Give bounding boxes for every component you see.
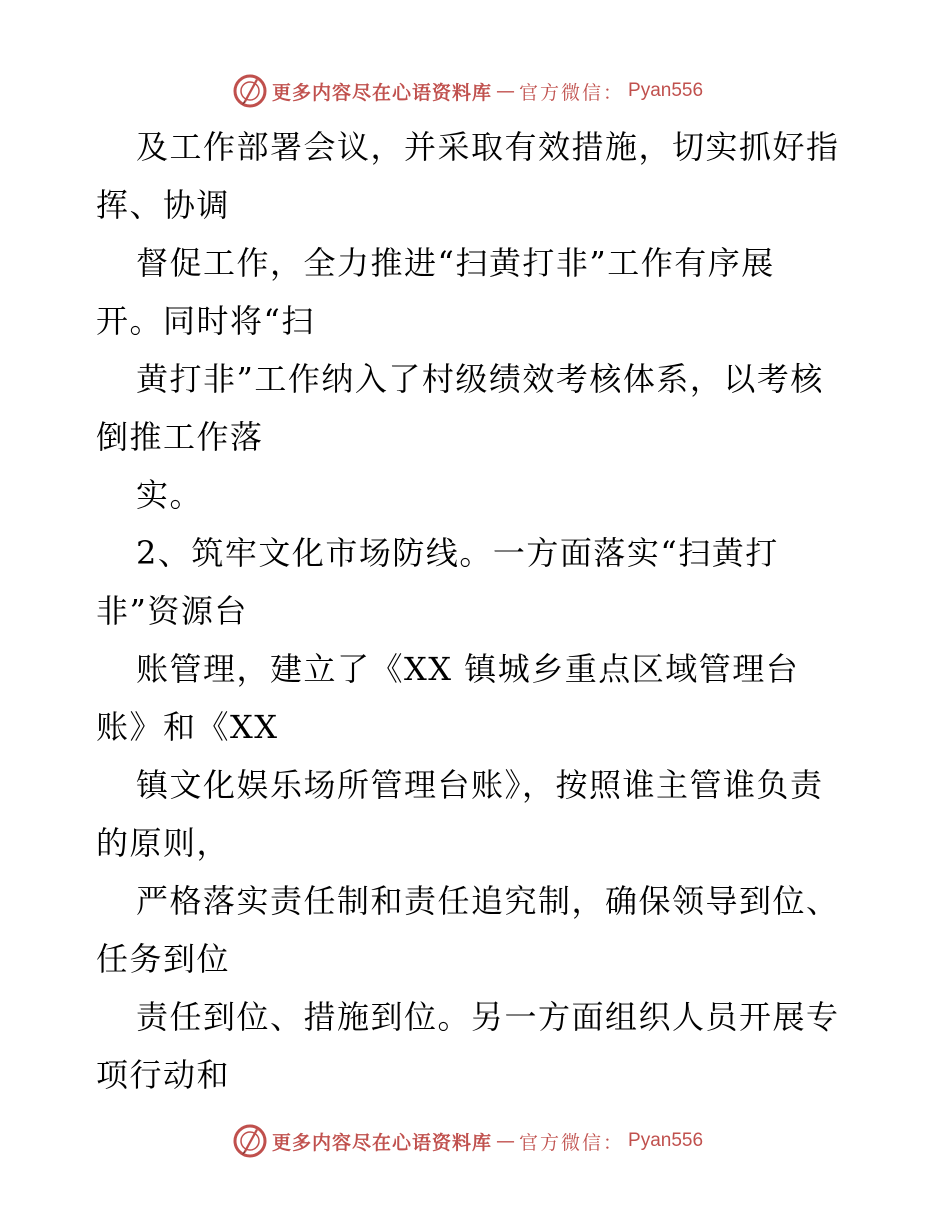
body-line: 2、筑牢文化市场防线。一方面落实“扫黄打 [136, 534, 779, 572]
quill-logo-icon [232, 1123, 268, 1159]
body-line: 开。同时将“扫 [96, 302, 315, 340]
body-line: 的原则， [96, 824, 231, 862]
body-line: 账管理，建立了《XX 镇城乡重点区域管理台 [136, 650, 800, 688]
quill-logo-icon [232, 73, 268, 109]
body-line: 倒推工作落 [96, 418, 264, 456]
watermark-wechat-id: Pyan556 [628, 80, 704, 101]
body-line: 实。 [136, 476, 204, 514]
body-line: 挥、协调 [96, 186, 231, 224]
watermark-header [232, 71, 752, 111]
watermark-official-label: 官方微信： [519, 81, 625, 104]
body-line: 督促工作，全力推进“扫黄打非”工作有序展 [136, 244, 775, 282]
watermark-official-label: 官方微信： [519, 1131, 625, 1154]
body-line: 任务到位 [96, 940, 231, 978]
body-line: 项行动和 [96, 1056, 231, 1094]
body-line: 账》和《XX [96, 708, 279, 746]
watermark-separator: — [496, 80, 516, 102]
watermark-wechat-id: Pyan556 [628, 1130, 704, 1151]
body-line: 非”资源台 [96, 592, 248, 630]
body-line: 严格落实责任制和责任追究制，确保领导到位、 [136, 882, 840, 920]
document-body [96, 118, 856, 1104]
watermark-separator: — [496, 1130, 516, 1152]
watermark-site-text: 更多内容尽在心语资料库 [272, 81, 493, 104]
body-line: 责任到位、措施到位。另一方面组织人员开展专 [136, 998, 840, 1036]
body-line: 黄打非”工作纳入了村级绩效考核体系，以考核 [136, 360, 824, 398]
body-line: 及工作部署会议，并采取有效措施，切实抓好指 [136, 128, 840, 166]
watermark-footer [232, 1121, 752, 1161]
body-line: 镇文化娱乐场所管理台账》，按照谁主管谁负责 [136, 766, 824, 804]
watermark-site-text: 更多内容尽在心语资料库 [272, 1131, 493, 1154]
